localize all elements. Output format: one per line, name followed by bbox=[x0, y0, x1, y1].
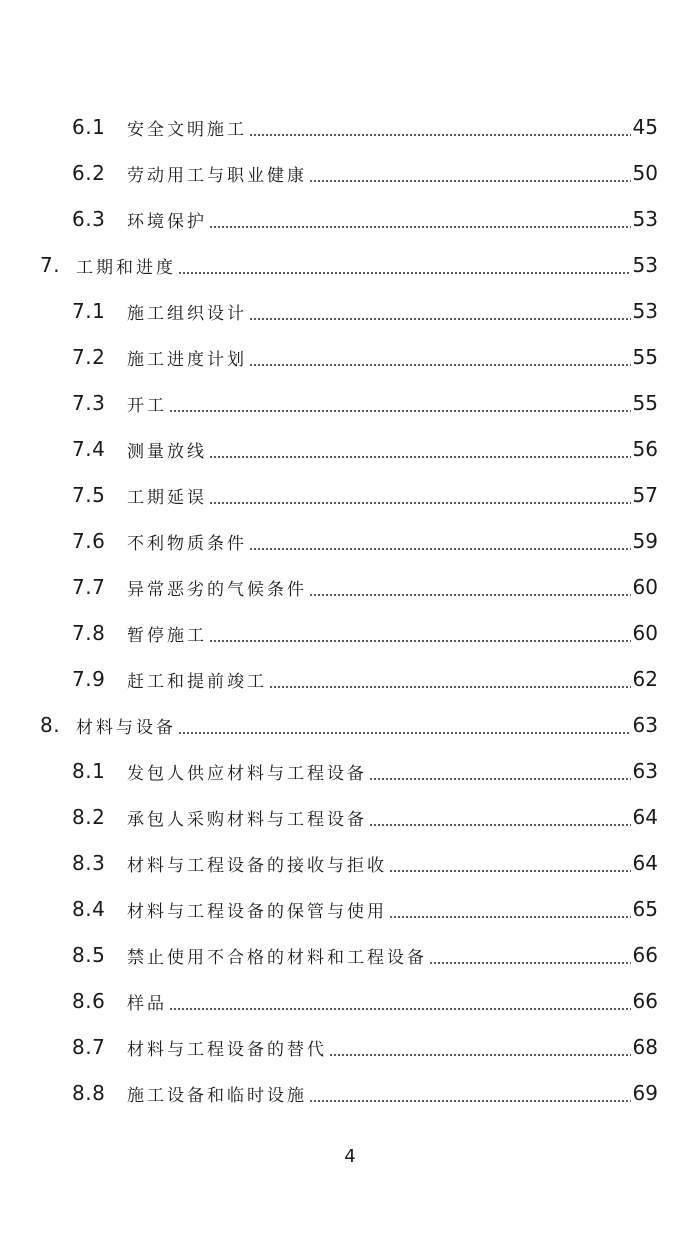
toc-entry-number: 8.1 bbox=[72, 759, 106, 783]
toc-entry[interactable] bbox=[0, 196, 700, 242]
toc-entry[interactable] bbox=[0, 886, 700, 932]
toc-entry-title: 安全文明施工 bbox=[127, 119, 247, 140]
toc-entry-title: 环境保护 bbox=[127, 211, 207, 232]
toc-entry-title: 材料与工程设备的保管与使用 bbox=[127, 901, 387, 922]
toc-entry-page: 69 bbox=[632, 1081, 658, 1105]
toc-dot-leader bbox=[369, 778, 631, 780]
toc-entry-number: 6.2 bbox=[72, 161, 106, 185]
toc-entry-title: 暂停施工 bbox=[127, 625, 207, 646]
toc-entry[interactable] bbox=[0, 334, 700, 380]
toc-entry-number: 7.2 bbox=[72, 345, 106, 369]
toc-entry[interactable] bbox=[0, 150, 700, 196]
toc-entry-title: 禁止使用不合格的材料和工程设备 bbox=[127, 947, 427, 968]
toc-entry[interactable] bbox=[0, 380, 700, 426]
toc-entry-page: 60 bbox=[632, 621, 658, 645]
toc-entry-page: 59 bbox=[632, 529, 658, 553]
toc-entry[interactable] bbox=[0, 932, 700, 978]
toc-entry-title: 施工组织设计 bbox=[127, 303, 247, 324]
toc-dot-leader bbox=[329, 1054, 631, 1056]
toc-entry-number: 7.3 bbox=[72, 391, 106, 415]
toc-dot-leader bbox=[429, 962, 631, 964]
toc-entry-number: 6.1 bbox=[72, 115, 106, 139]
toc-entry-title: 材料与工程设备的替代 bbox=[127, 1039, 327, 1060]
toc-entry[interactable] bbox=[0, 1024, 700, 1070]
toc-entry-title: 工期和进度 bbox=[76, 257, 176, 278]
toc-entry[interactable] bbox=[0, 978, 700, 1024]
toc-entry-page: 64 bbox=[632, 851, 658, 875]
toc-dot-leader bbox=[269, 686, 631, 688]
toc-entry-page: 66 bbox=[632, 989, 658, 1013]
toc-dot-leader bbox=[209, 456, 631, 458]
toc-entry[interactable] bbox=[0, 748, 700, 794]
toc-entry-number: 8.4 bbox=[72, 897, 106, 921]
toc-entry-number: 7.9 bbox=[72, 667, 106, 691]
toc-entry-page: 57 bbox=[632, 483, 658, 507]
toc-dot-leader bbox=[309, 180, 631, 182]
toc-entry[interactable] bbox=[0, 656, 700, 702]
toc-entry-page: 60 bbox=[632, 575, 658, 599]
toc-entry-page: 65 bbox=[632, 897, 658, 921]
toc-entry[interactable] bbox=[0, 518, 700, 564]
table-of-contents bbox=[0, 104, 700, 1116]
toc-chapter-entry[interactable] bbox=[0, 242, 700, 288]
toc-entry-title: 材料与设备 bbox=[76, 717, 176, 738]
toc-entry-number: 6.3 bbox=[72, 207, 106, 231]
toc-entry-title: 劳动用工与职业健康 bbox=[127, 165, 307, 186]
toc-entry-page: 63 bbox=[632, 713, 658, 737]
toc-entry-number: 7.6 bbox=[72, 529, 106, 553]
toc-entry-number: 8.5 bbox=[72, 943, 106, 967]
toc-entry-number: 7.8 bbox=[72, 621, 106, 645]
toc-entry-page: 64 bbox=[632, 805, 658, 829]
toc-entry-page: 53 bbox=[632, 299, 658, 323]
toc-entry-title: 赶工和提前竣工 bbox=[127, 671, 267, 692]
toc-entry[interactable] bbox=[0, 610, 700, 656]
toc-dot-leader bbox=[369, 824, 631, 826]
toc-entry-number: 7.7 bbox=[72, 575, 106, 599]
toc-dot-leader bbox=[309, 594, 631, 596]
toc-entry-title: 工期延误 bbox=[127, 487, 207, 508]
toc-entry-title: 发包人供应材料与工程设备 bbox=[127, 763, 367, 784]
toc-chapter-entry[interactable] bbox=[0, 702, 700, 748]
toc-entry-number: 8.3 bbox=[72, 851, 106, 875]
toc-entry[interactable] bbox=[0, 288, 700, 334]
toc-entry-page: 45 bbox=[632, 115, 658, 139]
toc-entry[interactable] bbox=[0, 840, 700, 886]
toc-entry-number: 8. bbox=[40, 713, 61, 737]
toc-entry-title: 开工 bbox=[127, 395, 167, 416]
toc-entry[interactable] bbox=[0, 1070, 700, 1116]
toc-entry-number: 8.2 bbox=[72, 805, 106, 829]
toc-dot-leader bbox=[178, 272, 631, 274]
toc-entry-title: 承包人采购材料与工程设备 bbox=[127, 809, 367, 830]
toc-entry-title: 施工进度计划 bbox=[127, 349, 247, 370]
toc-entry-page: 53 bbox=[632, 207, 658, 231]
toc-entry[interactable] bbox=[0, 472, 700, 518]
toc-dot-leader bbox=[389, 916, 631, 918]
toc-dot-leader bbox=[249, 318, 631, 320]
toc-dot-leader bbox=[309, 1100, 631, 1102]
toc-entry-page: 50 bbox=[632, 161, 658, 185]
toc-entry-number: 8.7 bbox=[72, 1035, 106, 1059]
toc-dot-leader bbox=[389, 870, 631, 872]
toc-entry-page: 63 bbox=[632, 759, 658, 783]
toc-entry-number: 7.1 bbox=[72, 299, 106, 323]
toc-entry-number: 7.5 bbox=[72, 483, 106, 507]
toc-entry-page: 68 bbox=[632, 1035, 658, 1059]
toc-entry-number: 7. bbox=[40, 253, 61, 277]
toc-entry-page: 55 bbox=[632, 391, 658, 415]
toc-dot-leader bbox=[249, 134, 631, 136]
toc-entry-title: 样品 bbox=[127, 993, 167, 1014]
toc-entry[interactable] bbox=[0, 104, 700, 150]
toc-entry[interactable] bbox=[0, 426, 700, 472]
page-number: 4 bbox=[344, 1146, 356, 1167]
toc-entry-page: 56 bbox=[632, 437, 658, 461]
toc-entry-title: 异常恶劣的气候条件 bbox=[127, 579, 307, 600]
toc-entry[interactable] bbox=[0, 564, 700, 610]
toc-entry-title: 测量放线 bbox=[127, 441, 207, 462]
toc-entry-number: 7.4 bbox=[72, 437, 106, 461]
toc-entry-page: 66 bbox=[632, 943, 658, 967]
toc-entry-title: 施工设备和临时设施 bbox=[127, 1085, 307, 1106]
toc-entry-title: 不利物质条件 bbox=[127, 533, 247, 554]
toc-dot-leader bbox=[209, 502, 631, 504]
toc-dot-leader bbox=[169, 410, 631, 412]
toc-dot-leader bbox=[249, 548, 631, 550]
toc-entry-number: 8.8 bbox=[72, 1081, 106, 1105]
toc-entry-number: 8.6 bbox=[72, 989, 106, 1013]
toc-dot-leader bbox=[169, 1008, 631, 1010]
toc-dot-leader bbox=[249, 364, 631, 366]
toc-entry[interactable] bbox=[0, 794, 700, 840]
toc-entry-title: 材料与工程设备的接收与拒收 bbox=[127, 855, 387, 876]
toc-dot-leader bbox=[178, 732, 631, 734]
toc-entry-page: 62 bbox=[632, 667, 658, 691]
toc-dot-leader bbox=[209, 226, 631, 228]
toc-dot-leader bbox=[209, 640, 631, 642]
toc-entry-page: 55 bbox=[632, 345, 658, 369]
toc-entry-page: 53 bbox=[632, 253, 658, 277]
